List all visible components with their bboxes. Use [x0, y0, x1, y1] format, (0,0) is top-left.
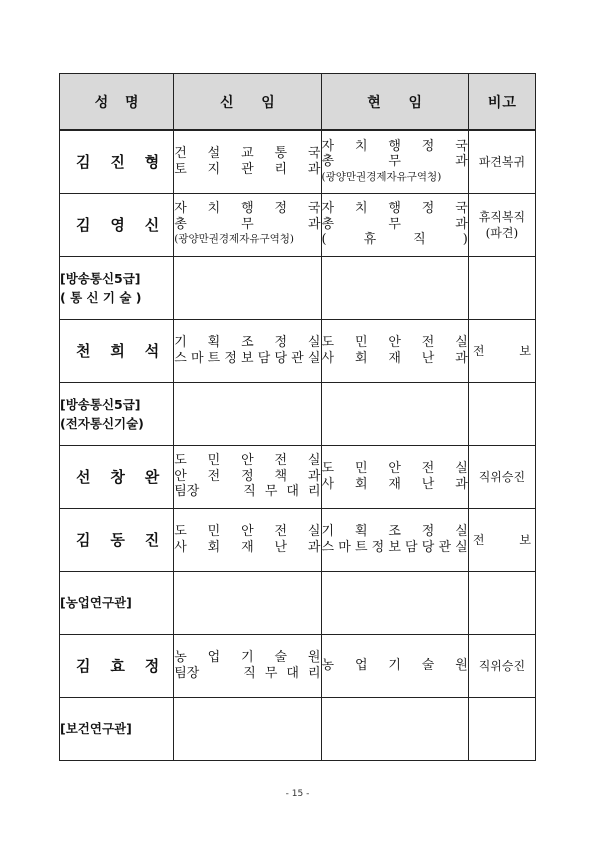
empty-cell	[321, 571, 468, 634]
post-line: 스 마 트 정 보 담 당 관 실	[321, 539, 468, 555]
empty-cell	[468, 697, 535, 760]
note: 전 보	[468, 319, 535, 382]
page-number: - 15 -	[285, 789, 310, 799]
post-line: 농 업 기 술 원	[321, 657, 468, 673]
table-header-row	[60, 74, 536, 131]
header-new-post: 신 임	[174, 74, 321, 131]
category-row	[60, 256, 536, 319]
category-row	[60, 697, 536, 760]
current-post	[321, 319, 468, 382]
current-post	[321, 508, 468, 571]
note-line: (파견)	[485, 225, 519, 240]
category-row	[60, 571, 536, 634]
category-label	[60, 382, 174, 445]
post-line: 건 설 교 통 국	[174, 146, 321, 162]
post-line: 스 마 트 정 보 담 당 관 실	[174, 350, 321, 366]
person-name: 김 효 정	[60, 634, 174, 697]
post-line: 도 민 안 전 실	[174, 524, 321, 539]
note	[468, 193, 535, 256]
post-line: 도 민 안 전 실	[174, 453, 321, 469]
post-line: 팀장 직 무 대 리	[174, 484, 321, 500]
empty-cell	[468, 382, 535, 445]
table-row	[60, 193, 536, 256]
empty-cell	[174, 571, 321, 634]
note: 전 보	[468, 508, 535, 571]
post-line: (광양만권경제자유구역청)	[321, 170, 442, 183]
post-line: 도 민 안 전 실	[321, 461, 468, 476]
post-line: 자 치 행 정 국	[321, 138, 468, 154]
table-row	[60, 634, 536, 697]
post-line: 총 무 과	[321, 154, 468, 169]
post-line: 도 민 안 전 실	[321, 335, 468, 350]
category-label-line: (전자통신기술)	[60, 415, 144, 431]
category-label-line: [방송통신5급]	[60, 270, 141, 286]
header-name: 성 명	[60, 74, 174, 131]
person-name: 선 창 완	[60, 445, 174, 508]
post-line: 사 회 재 난 과	[321, 476, 468, 492]
new-post	[174, 130, 321, 193]
table-row	[60, 445, 536, 508]
new-post	[174, 319, 321, 382]
empty-cell	[174, 256, 321, 319]
note	[468, 634, 535, 697]
post-line: 자 치 행 정 국	[321, 201, 468, 217]
header-current-post: 현 임	[321, 74, 468, 131]
empty-cell	[174, 697, 321, 760]
header-note: 비 고	[468, 74, 535, 131]
category-label-line: [방송통신5급]	[60, 396, 141, 412]
empty-cell	[174, 382, 321, 445]
post-line: 총 무 과	[321, 216, 468, 232]
post-line: 자 치 행 정 국	[174, 201, 321, 217]
post-line: 팀장 직 무 대 리	[174, 665, 321, 681]
note-line: 휴직복직	[478, 209, 526, 224]
category-row	[60, 382, 536, 445]
personnel-table	[59, 73, 536, 761]
note	[468, 445, 535, 508]
category-label-line: ( 통 신 기 술 )	[60, 289, 142, 305]
new-post	[174, 508, 321, 571]
category-label-line: [보건연구관]	[60, 721, 132, 736]
person-name: 김 진 형	[60, 130, 174, 193]
empty-cell	[468, 256, 535, 319]
post-line: 기 획 조 정 실	[321, 524, 468, 539]
table-row	[60, 319, 536, 382]
category-label	[60, 571, 174, 634]
empty-cell	[468, 571, 535, 634]
current-post	[321, 130, 468, 193]
table-body	[60, 130, 536, 760]
category-label	[60, 256, 174, 319]
table-row	[60, 130, 536, 193]
empty-cell	[321, 256, 468, 319]
post-line: 총 무 과	[174, 216, 321, 232]
empty-cell	[321, 382, 468, 445]
category-label-line: [농업연구관]	[60, 595, 132, 610]
note-line: 직위승진	[478, 469, 526, 484]
current-post	[321, 445, 468, 508]
empty-cell	[321, 697, 468, 760]
note	[468, 130, 535, 193]
post-line: 사 회 재 난 과	[174, 539, 321, 555]
person-name: 천 희 석	[60, 319, 174, 382]
post-line: 농 업 기 술 원	[174, 650, 321, 665]
new-post	[174, 445, 321, 508]
post-line: 사 회 재 난 과	[321, 350, 468, 366]
current-post	[321, 193, 468, 256]
new-post	[174, 634, 321, 697]
person-name: 김 영 신	[60, 193, 174, 256]
new-post	[174, 193, 321, 256]
post-line: (광양만권경제자유구역청)	[174, 233, 294, 246]
table-row	[60, 508, 536, 571]
post-line: ( 휴 직 )	[321, 232, 468, 248]
note-line: 파견복귀	[478, 154, 526, 169]
note-line: 직위승진	[478, 658, 526, 673]
current-post	[321, 634, 468, 697]
post-line: 안 전 정 책 과	[174, 468, 321, 484]
post-line: 토 지 관 리 과	[174, 161, 321, 177]
category-label	[60, 697, 174, 760]
person-name: 김 동 진	[60, 508, 174, 571]
post-line: 기 획 조 정 실	[174, 335, 321, 350]
